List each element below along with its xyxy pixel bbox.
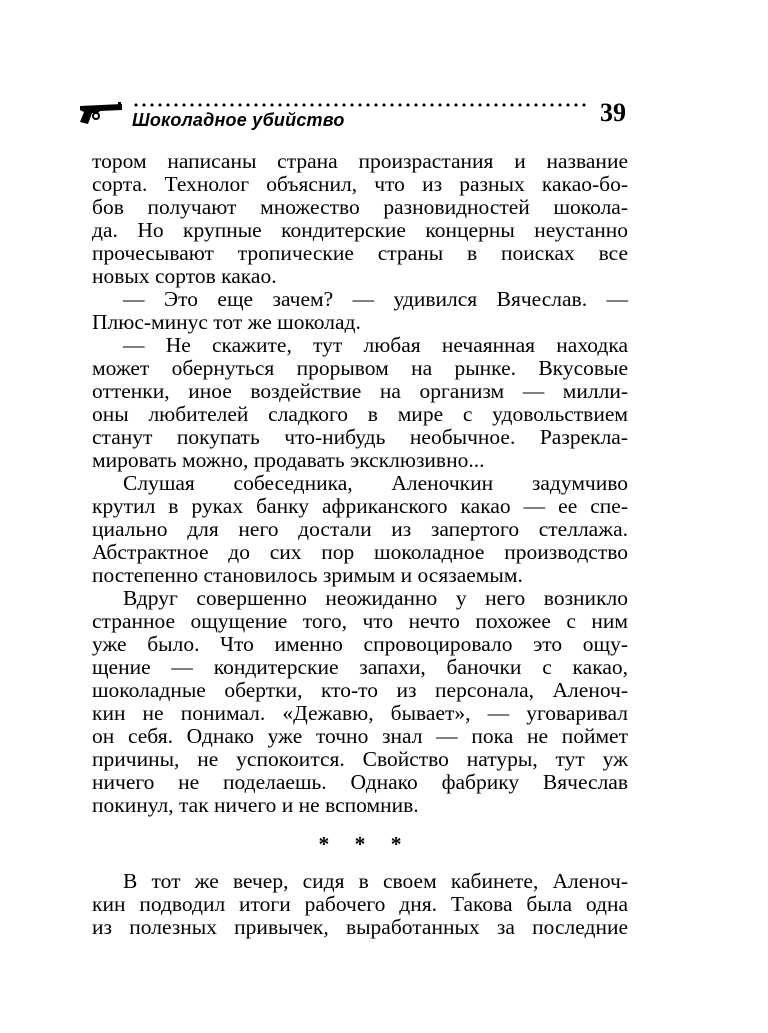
- text-line: да. Но крупные кондитерские концерны неустанно: [92, 218, 628, 242]
- text-line: может обернуться прорывом на рынке. Вкусовые: [92, 356, 628, 380]
- text-line: кин подводил итоги рабочего дня. Такова была одна: [92, 892, 628, 916]
- leader-dots: [132, 102, 590, 108]
- text-line: странное ощущение того, что нечто похожее с ним: [92, 609, 628, 633]
- running-title: Шоколадное убийство: [132, 110, 345, 130]
- paragraph: [92, 587, 628, 817]
- text-line: из полезных привычек, выработанных за последние: [92, 915, 628, 939]
- text-line: бов получают множество разновидностей шокола-: [92, 195, 628, 219]
- text-line: шоколадные обертки, кто-то из персонала, Аленоч-: [92, 678, 628, 702]
- page-number: 39: [600, 98, 626, 127]
- text-line: тором написаны страна произрастания и название: [92, 149, 628, 173]
- text-line: сорта. Технолог объяснил, что из разных какао-бо-: [92, 172, 628, 196]
- text-line: крутил в руках банку африканского какао — ее спе-: [92, 494, 628, 518]
- text-line: оттенки, иное воздействие на организм — милли-: [92, 379, 628, 403]
- text-line: постепенно становилось зримым и осязаемым.: [92, 563, 523, 587]
- paragraph: [92, 472, 628, 587]
- paragraph: [92, 150, 628, 288]
- text-line: он себя. Однако уже точно знал — пока не поймет: [92, 724, 628, 748]
- text-line: Вдруг совершенно неожиданно у него возникло: [123, 586, 628, 610]
- text-line: станут покупать что-нибудь необычное. Разрекла-: [92, 425, 628, 449]
- text-line: ничего не поделаешь. Однако фабрику Вячеслав: [92, 770, 628, 794]
- text-line: — Это еще зачем? — удивился Вячеслав. —: [123, 287, 628, 311]
- revolver-icon: [78, 100, 124, 126]
- text-line: новых сортов какао.: [92, 264, 277, 288]
- section-separator: * * *: [318, 832, 412, 856]
- running-header: [78, 96, 630, 136]
- body-text: [92, 150, 628, 939]
- text-line: щение — кондитерские запахи, баночки с какао,: [92, 655, 628, 679]
- text-line: циально для него достали из запертого стеллажа.: [92, 517, 628, 541]
- text-line: прочесывают тропические страны в поисках все: [92, 241, 628, 265]
- paragraph: [92, 334, 628, 472]
- paragraph: [92, 288, 628, 334]
- text-line: Абстрактное до сих пор шоколадное производство: [92, 540, 628, 564]
- text-line: — Не скажите, тут любая нечаянная находка: [123, 333, 628, 357]
- text-line: Плюс-минус тот же шоколад.: [92, 310, 361, 334]
- text-line: причины, не успокоится. Свойство натуры, тут уж: [92, 747, 628, 771]
- text-line: уже было. Что именно спровоцировало это ощу-: [92, 632, 628, 656]
- paragraph: [92, 870, 628, 939]
- text-line: В тот же вечер, сидя в своем кабинете, Аленоч-: [123, 869, 628, 893]
- text-line: оны любителей сладкого в мире с удовольствием: [92, 402, 628, 426]
- text-line: Слушая собеседника, Аленочкин задумчиво: [123, 471, 628, 495]
- text-line: кин не понимал. «Дежавю, бывает», — уговаривал: [92, 701, 628, 725]
- text-line: мировать можно, продавать эксклюзивно...: [92, 448, 485, 472]
- text-line: покинул, так ничего и не вспомнив.: [92, 793, 419, 817]
